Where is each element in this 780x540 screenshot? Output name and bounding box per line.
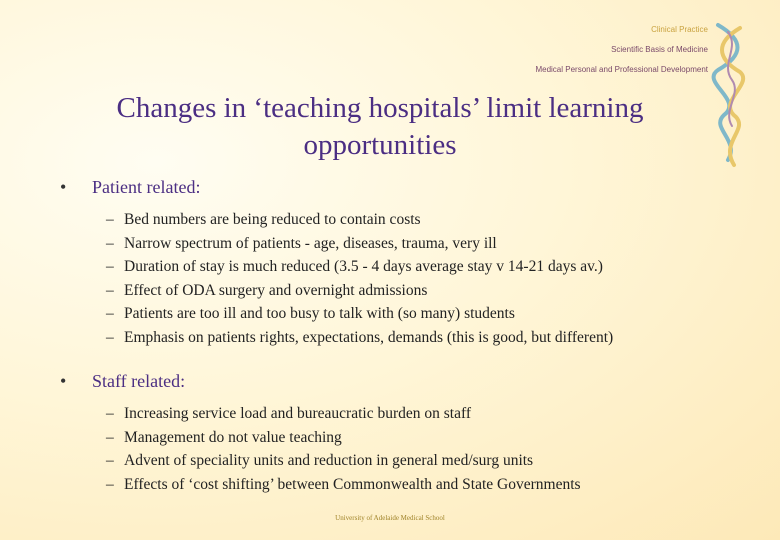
bullet-icon: • — [60, 177, 67, 197]
section-patient-related — [60, 177, 613, 349]
header-link-professional-development[interactable]: Medical Personal and Professional Development — [535, 65, 708, 74]
helix-logo-icon — [710, 20, 750, 170]
list-item-text: Effects of ‘cost shifting’ between Commonwealth and State Governments — [124, 475, 581, 493]
list-item-text: Bed numbers are being reduced to contain costs — [124, 211, 421, 228]
dash-icon: – — [106, 258, 114, 275]
dash-icon: – — [106, 305, 114, 322]
slide-title: Changes in ‘teaching hospitals’ limit learning opportunities — [116, 92, 644, 161]
dash-icon: – — [106, 281, 114, 299]
patient-items-list — [106, 208, 613, 349]
list-item-text: Advent of speciality units and reduction in general med/surg units — [124, 452, 534, 469]
list-item-text: Patients are too ill and too busy to talk with (so many) students — [124, 305, 515, 322]
section-staff-related — [60, 371, 581, 496]
header-link-clinical-practice[interactable]: Clinical Practice — [651, 25, 708, 34]
dash-icon: – — [106, 328, 114, 346]
header-links — [535, 26, 708, 86]
bullet-icon: • — [60, 371, 67, 391]
list-item-text: Effect of ODA surgery and overnight admissions — [124, 281, 428, 299]
dash-icon: – — [106, 428, 114, 446]
dash-icon: – — [106, 405, 114, 422]
list-item — [106, 255, 613, 279]
list-item-text: Narrow spectrum of patients - age, diseases, trauma, very ill — [124, 234, 497, 252]
list-item-text: Emphasis on patients rights, expectations, demands (this is good, but different) — [124, 328, 614, 346]
dash-icon: – — [106, 452, 114, 469]
list-item — [106, 302, 613, 326]
list-item-text: Management do not value teaching — [124, 428, 342, 446]
dash-icon: – — [106, 234, 114, 252]
section-heading — [60, 371, 581, 392]
footer-text: University of Adelaide Medical School — [335, 514, 445, 522]
dash-icon: – — [106, 211, 114, 228]
section-heading — [60, 177, 613, 198]
list-item-text: Increasing service load and bureaucratic burden on staff — [124, 405, 472, 422]
section-heading-text: Patient related: — [92, 177, 201, 197]
list-item — [106, 473, 581, 497]
dash-icon: – — [106, 475, 114, 493]
list-item — [106, 426, 581, 450]
list-item — [106, 402, 581, 426]
header-link-scientific-basis[interactable]: Scientific Basis of Medicine — [611, 45, 708, 54]
staff-items-list — [106, 402, 581, 496]
list-item — [106, 279, 613, 303]
list-item — [106, 326, 613, 350]
list-item — [106, 449, 581, 473]
section-heading-text: Staff related: — [92, 371, 186, 391]
list-item — [106, 208, 613, 232]
list-item-text: Duration of stay is much reduced (3.5 - 4 days average stay v 14-21 days av.) — [124, 258, 603, 275]
list-item — [106, 232, 613, 256]
